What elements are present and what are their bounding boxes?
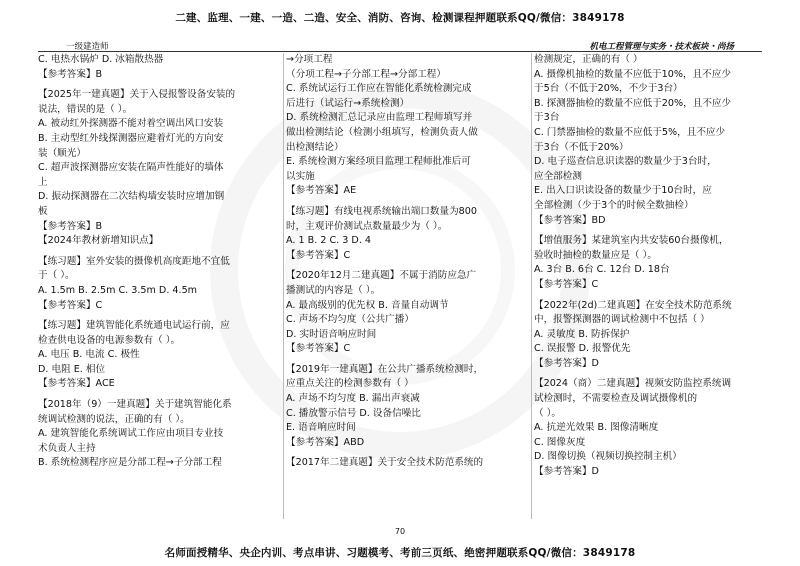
text-line: C. 门禁器抽检的数量不应低于5%，且不应少 (534, 126, 726, 138)
text-line: 于（ ）。 (38, 270, 75, 282)
question-heading-line: 【2022年(2d)二建真题】在安全技术防范系统 (534, 299, 732, 311)
question-heading-line: 【参考答案】B (38, 220, 103, 232)
text-line: 验收时抽检的数量应是（ ）。 (534, 249, 657, 261)
running-head-right: 机电工程管理与实务・技术板块・尚扬 (589, 42, 734, 52)
question-heading-line: 【2018年（9）一建真题】关于建筑智能化系 (38, 399, 232, 411)
question-heading-line: 【参考答案】AE (286, 185, 357, 197)
question-heading-line: 【参考答案】D (534, 466, 599, 478)
text-line: A. 灵敏度 B. 防拆保护 (534, 328, 630, 340)
text-line: C. 声场不均匀度（公共广播） (286, 314, 414, 326)
question-heading-line: 【2017年二建真题】关于安全技术防范系统的 (286, 457, 484, 469)
text-line: C. 图像灰度 (534, 436, 586, 448)
question-heading-line: 【2024年教材新增知识点】 (38, 235, 159, 247)
column-divider (531, 53, 532, 519)
text-line: E. 系统检测方案经项目监理工程师批准后可 (286, 156, 471, 168)
question-heading-line: 【2024（商）二建真题】视频安防监控系统调 (534, 378, 732, 390)
text-line: A. 抗逆光效果 B. 图像清晰度 (534, 422, 659, 434)
text-line: 时，主观评价测试点数量最少为（ ）。 (286, 220, 448, 232)
right-column (534, 53, 777, 519)
text-line: B. 探测器抽检的数量不应低于20%，且不应少 (534, 97, 732, 109)
question-heading-line: 【2020年12月二建真题】不属于消防应急广 (286, 270, 477, 282)
text-line: A. 声场不均匀度 B. 漏出声衰减 (286, 393, 420, 405)
question-heading-line: 【参考答案】D (534, 357, 599, 369)
text-line: 检查供电设备的电源参数有（ ）。 (38, 334, 181, 346)
text-line: D. 电子巡查信息识读器的数量少于3台时， (534, 156, 717, 168)
text-line: E. 出入口识读设备的数量少于10台时，应 (534, 185, 712, 197)
text-line: A. 1 B. 2 C. 3 D. 4 (286, 235, 372, 247)
question-heading-line: 【参考答案】C (38, 299, 103, 311)
text-line: A. 3台 B. 6台 C. 12台 D. 18台 (534, 264, 670, 276)
text-line: （ ）。 (534, 407, 562, 419)
text-line: D. 图像切换（视频切换控制主机） (534, 451, 682, 463)
text-line: C. 超声波探测器应安装在隔声性能好的墙体 (38, 162, 224, 174)
text-line: C. 误报警 D. 报警优先 (534, 343, 631, 355)
question-heading-line: 【增值服务】某建筑室内共安装60台摄像机， (534, 235, 729, 247)
middle-column (286, 53, 529, 519)
question-heading-line: 【练习题】建筑智能化系统通电试运行前，应 (38, 320, 230, 332)
text-line: 以实施 (286, 170, 315, 182)
text-line: 术负责人主持 (38, 442, 96, 454)
text-line: A. 摄像机抽检的数量不应低于10%，且不应少 (534, 68, 731, 80)
text-line: A. 最高级别的优先权 B. 音量自动调节 (286, 299, 449, 311)
column-divider (283, 53, 284, 519)
question-heading-line: 【参考答案】C (286, 343, 351, 355)
text-line: 应重点关注的检测参数有（ ） (286, 378, 414, 390)
text-line: E. 语音响应时间 (286, 422, 356, 434)
text-line: A. 电压 B. 电流 C. 极性 (38, 349, 140, 361)
question-heading-line: 【参考答案】ACE (38, 378, 115, 390)
question-heading-line: 【练习题】有线电视系统输出端口数量为800 (286, 205, 477, 217)
text-line: 全部检测（少于3个的时候全数抽检） (534, 199, 694, 211)
question-heading-line: 【参考答案】BD (534, 214, 606, 226)
text-line: →分项工程 (286, 54, 333, 65)
text-line: 上 (38, 176, 48, 188)
text-line: 说法，错误的是（ ）。 (38, 103, 133, 115)
question-heading-line: 【练习题】室外安装的摄像机高度距地不宜低 (38, 255, 230, 267)
text-line: 于5台（不低于20%，不少于3台） (534, 83, 683, 95)
text-line: 装（顺光） (38, 147, 86, 159)
page-number: 70 (394, 527, 406, 536)
text-line: C. 电热水锅炉 D. 冰箱散热器 (38, 54, 164, 65)
text-line: C. 播放警示信号 D. 设备信噪比 (286, 407, 421, 419)
text-line: B. 系统检测程序应是分部工程→子分部工程 (38, 457, 222, 469)
text-line: 中，报警探测器的调试检测中不包括（ ） (534, 314, 710, 326)
top-contact-banner: 二建、监理、一建、一造、二造、安全、消防、咨询、检测课程押题联系QQ/微信：3849178 (175, 12, 625, 24)
text-line: 出检测结论） (286, 141, 344, 153)
header-rule (38, 51, 762, 52)
question-heading-line: 【2025年一建真题】关于入侵报警设备安装的 (38, 89, 236, 101)
text-line: 于3台（不低于20%） (534, 141, 629, 153)
question-heading-line: 【2019年一建真题】在公共广播系统检测时， (286, 363, 484, 375)
text-line: 播测试的内容是（ ）。 (286, 284, 381, 296)
text-line: B. 主动型红外线探测器应避着灯光的方向安 (38, 132, 224, 144)
question-heading-line: 【参考答案】B (38, 68, 103, 80)
text-line: 检测规定，正确的有（ ） (534, 54, 643, 65)
bottom-contact-banner: 名师面授精华、央企内训、考点串讲、习题模考、考前三页纸、绝密押题联系QQ/微信：3849178 (164, 547, 636, 559)
text-line: 后进行（试运行→系统检测） (286, 97, 410, 109)
question-heading-line: 【参考答案】C (534, 278, 599, 290)
text-line: 板 (38, 205, 48, 217)
running-head-left: 一级建造师 (66, 42, 109, 52)
text-line: A. 被动红外探测器不能对着空调出风口安装 (38, 118, 224, 130)
left-column (38, 53, 281, 519)
text-line: （分项工程→子分部工程→分部工程） (286, 68, 446, 80)
question-heading-line: 【参考答案】C (286, 249, 351, 261)
text-line: D. 实时语音响应时间 (286, 328, 377, 340)
question-heading-line: 【参考答案】ABD (286, 436, 365, 448)
text-line: C. 系统试运行工作应在智能化系统检测完成 (286, 83, 472, 95)
text-line: 统调试检测的说法，正确的有（ ）。 (38, 413, 190, 425)
text-line: 于3台 (534, 112, 560, 124)
text-line: 做出检测结论（检测小组填写，检测负责人做 (286, 126, 478, 138)
text-line: D. 系统检测汇总记录应由监理工程师填写并 (286, 112, 473, 124)
text-line: A. 建筑智能化系统调试工作应由项目专业技 (38, 428, 224, 440)
text-line: D. 电阻 E. 相位 (38, 363, 106, 375)
text-line: D. 振动探测器在二次结构墙安装时应增加钢 (38, 191, 225, 203)
text-line: A. 1.5m B. 2.5m C. 3.5m D. 4.5m (38, 284, 198, 296)
text-line: 试检测时，不需要检查及调试摄像机的 (534, 393, 698, 405)
text-line: 应全部检测 (534, 170, 582, 182)
